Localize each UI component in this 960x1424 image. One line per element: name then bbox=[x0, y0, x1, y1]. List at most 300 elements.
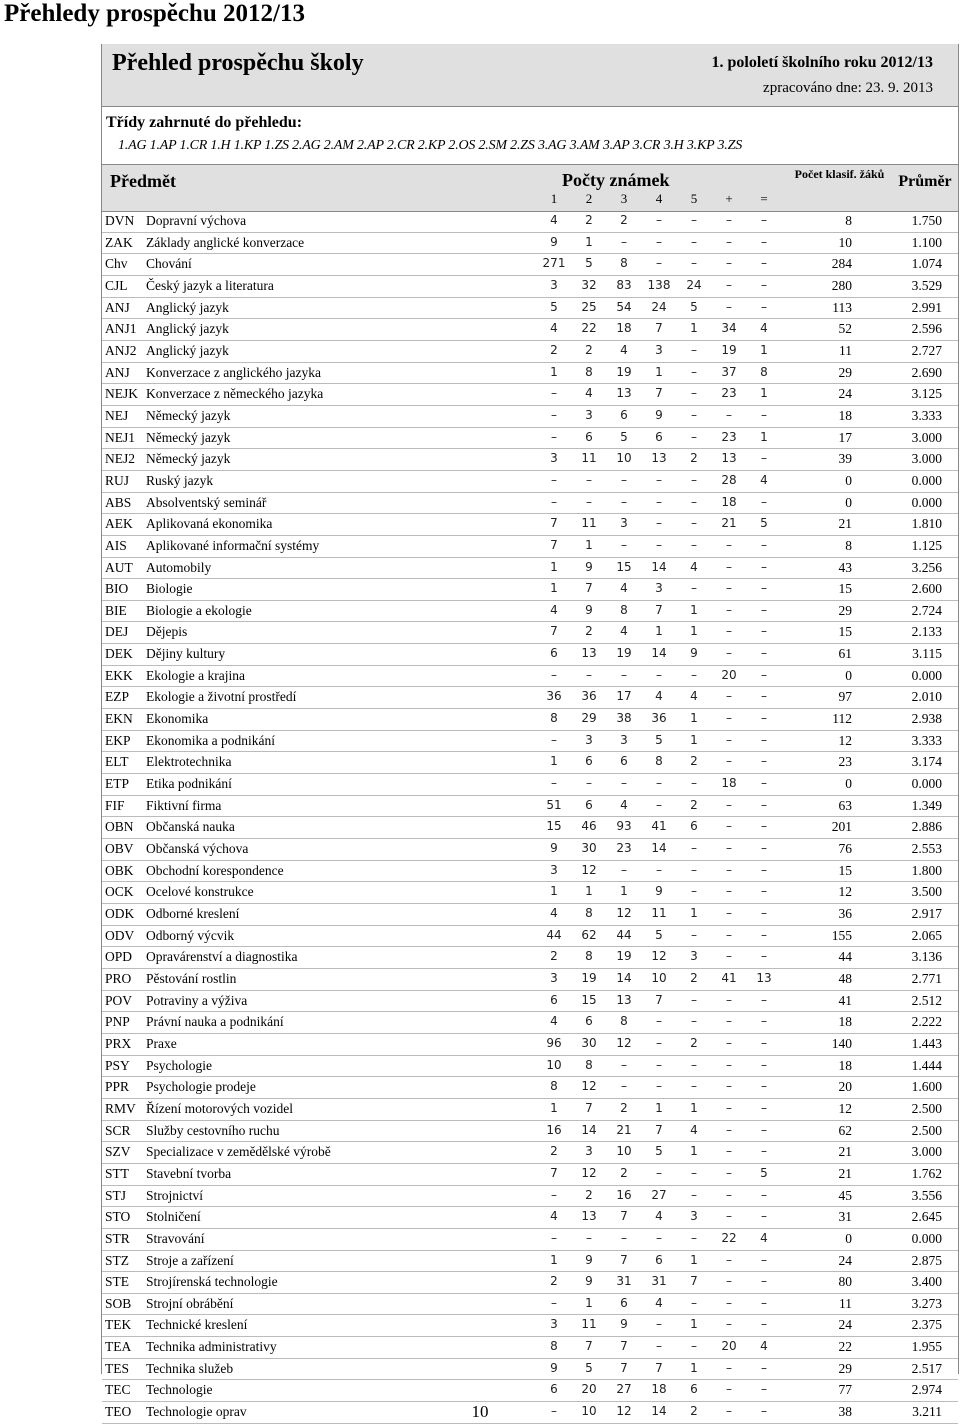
header-count-col: 5 bbox=[690, 191, 698, 206]
average-grade: 2.133 bbox=[911, 624, 942, 640]
grade-count-cell: 1 bbox=[690, 602, 698, 617]
grade-count-cell: 9 bbox=[550, 841, 558, 856]
average-grade: 2.065 bbox=[911, 927, 942, 943]
subject-name: Aplikovaná ekonomika bbox=[146, 516, 273, 532]
grade-count-cell: – bbox=[761, 299, 767, 314]
subject-name: Německý jazyk bbox=[146, 429, 231, 445]
grade-count-cell: 27 bbox=[651, 1187, 667, 1202]
average-grade: 0.000 bbox=[911, 472, 942, 488]
grade-count-cell: 37 bbox=[721, 364, 737, 379]
subject-code: ODK bbox=[105, 906, 135, 921]
pupil-count: 24 bbox=[838, 1252, 852, 1268]
grade-count-cell: 2 bbox=[690, 797, 698, 812]
subject-code: ANJ1 bbox=[105, 321, 137, 337]
average-grade: 2.596 bbox=[911, 321, 942, 337]
table-row bbox=[102, 1337, 958, 1359]
subject-name: Anglický jazyk bbox=[146, 321, 229, 337]
subject-code: PSY bbox=[105, 1057, 130, 1073]
grade-count-cell: – bbox=[761, 1252, 767, 1267]
grade-count-cell: 3 bbox=[550, 862, 558, 877]
grade-count-cell: 1 bbox=[760, 386, 768, 401]
grade-count-cell: – bbox=[621, 667, 627, 682]
grade-count-cell: – bbox=[656, 1014, 662, 1029]
grade-count-cell: 8 bbox=[585, 906, 593, 920]
subject-name: Technika služeb bbox=[146, 1360, 234, 1376]
subject-code: ANJ bbox=[105, 299, 130, 315]
average-grade: 1.443 bbox=[911, 1035, 942, 1051]
table-row bbox=[102, 428, 958, 450]
header-pupils: Počet klasif. žáků bbox=[794, 167, 885, 181]
grade-count-cell: – bbox=[551, 1295, 557, 1310]
grade-count-cell: 14 bbox=[616, 970, 632, 985]
grade-count-cell: 8 bbox=[550, 1339, 558, 1354]
grade-count-cell: – bbox=[761, 646, 767, 661]
grade-count-cell: 9 bbox=[585, 1252, 593, 1267]
grade-count-cell: 22 bbox=[721, 1230, 737, 1245]
grade-count-cell: 2 bbox=[550, 1274, 558, 1289]
grade-count-cell: – bbox=[726, 1100, 732, 1115]
grade-count-cell: – bbox=[621, 537, 627, 552]
grade-count-cell: 93 bbox=[616, 819, 632, 834]
grade-count-cell: 7 bbox=[690, 1274, 698, 1289]
grade-count-cell: – bbox=[551, 776, 557, 791]
grade-count-cell: 62 bbox=[581, 927, 597, 942]
average-grade: 3.256 bbox=[911, 559, 942, 575]
pupil-count: 140 bbox=[831, 1035, 852, 1051]
grade-count-cell: 13 bbox=[721, 451, 737, 466]
page-heading: Přehledy prospěchu 2012/13 bbox=[4, 0, 305, 27]
average-grade: 0.000 bbox=[911, 1230, 942, 1246]
grade-count-cell: 11 bbox=[581, 516, 597, 531]
table-row bbox=[102, 1012, 958, 1034]
subject-name: Strojírenská technologie bbox=[146, 1274, 278, 1290]
subject-code: ANJ bbox=[105, 364, 130, 380]
grade-count-cell: 1 bbox=[655, 624, 663, 639]
grade-count-cell: 31 bbox=[651, 1274, 667, 1289]
report-title: Přehled prospěchu školy bbox=[112, 50, 364, 76]
subject-name: Stravování bbox=[146, 1230, 205, 1246]
average-grade: 0.000 bbox=[911, 776, 942, 792]
grade-count-cell: 2 bbox=[585, 342, 593, 357]
subject-code: BIO bbox=[105, 581, 129, 597]
grade-count-cell: – bbox=[761, 1057, 767, 1072]
grade-count-cell: – bbox=[691, 256, 697, 271]
grade-count-cell: – bbox=[621, 1057, 627, 1072]
grade-count-cell: 12 bbox=[616, 906, 632, 920]
grade-count-cell: – bbox=[761, 1360, 767, 1375]
grade-count-cell: 1 bbox=[760, 342, 768, 357]
table-row bbox=[102, 601, 958, 623]
table-row bbox=[102, 839, 958, 861]
grade-count-cell: 3 bbox=[655, 581, 663, 596]
pupil-count: 97 bbox=[838, 689, 852, 705]
subject-code: TEO bbox=[105, 1404, 132, 1420]
grade-count-cell: 13 bbox=[651, 451, 667, 466]
subject-code: OBN bbox=[105, 819, 134, 835]
grade-count-cell: – bbox=[761, 992, 767, 1007]
subject-code: STE bbox=[105, 1274, 130, 1290]
grade-count-cell: – bbox=[691, 776, 697, 791]
grade-count-cell: – bbox=[726, 1079, 732, 1094]
grade-count-cell: 4 bbox=[620, 797, 628, 812]
grade-count-cell: 6 bbox=[620, 1295, 628, 1310]
subject-name: Obchodní korespondence bbox=[146, 862, 284, 878]
grade-count-cell: 2 bbox=[620, 1165, 628, 1180]
grade-count-cell: 19 bbox=[616, 364, 632, 379]
average-grade: 2.375 bbox=[911, 1317, 942, 1333]
subject-code: BIE bbox=[105, 602, 127, 618]
table-row bbox=[102, 298, 958, 320]
pupil-count: 21 bbox=[838, 516, 852, 532]
grade-count-cell: – bbox=[726, 1295, 732, 1310]
average-grade: 2.991 bbox=[911, 299, 942, 315]
average-grade: 2.771 bbox=[911, 970, 942, 986]
grade-count-cell: – bbox=[621, 862, 627, 877]
table-row bbox=[102, 731, 958, 753]
grade-count-cell: 5 bbox=[655, 1144, 663, 1159]
grade-count-cell: – bbox=[726, 1057, 732, 1072]
grade-count-cell: – bbox=[761, 1274, 767, 1289]
grade-count-cell: – bbox=[726, 819, 732, 834]
grade-count-cell: – bbox=[761, 906, 767, 920]
grade-count-cell: 7 bbox=[655, 1360, 663, 1375]
average-grade: 3.000 bbox=[911, 451, 942, 467]
pupil-count: 18 bbox=[838, 1014, 852, 1030]
header-count-col: 1 bbox=[550, 191, 558, 206]
subject-code: SZV bbox=[105, 1144, 131, 1160]
header-average: Průměr bbox=[898, 173, 952, 190]
grade-count-cell: – bbox=[656, 472, 662, 487]
grade-count-cell: 23 bbox=[721, 386, 737, 401]
pupil-count: 112 bbox=[832, 711, 852, 727]
grade-count-cell: 6 bbox=[550, 646, 558, 661]
grade-count-cell: – bbox=[726, 884, 732, 899]
grade-count-cell: – bbox=[726, 1274, 732, 1289]
pupil-count: 11 bbox=[839, 342, 852, 358]
average-grade: 2.724 bbox=[911, 602, 942, 618]
grade-count-cell: 10 bbox=[546, 1057, 562, 1072]
subject-code: OCK bbox=[105, 884, 134, 900]
grade-count-cell: 3 bbox=[655, 342, 663, 357]
grade-count-cell: – bbox=[726, 754, 732, 769]
subject-code: NEJ bbox=[105, 407, 129, 423]
average-grade: 1.100 bbox=[911, 234, 942, 250]
subject-name: Psychologie bbox=[146, 1057, 212, 1073]
table-row bbox=[102, 536, 958, 558]
grade-count-cell: 7 bbox=[585, 581, 593, 596]
pupil-count: 11 bbox=[839, 1295, 852, 1311]
grade-count-cell: 23 bbox=[616, 841, 632, 856]
grade-count-cell: – bbox=[656, 256, 662, 271]
grade-count-cell: – bbox=[726, 213, 732, 227]
subject-name: Etika podnikání bbox=[146, 776, 232, 792]
grade-count-cell: 8 bbox=[585, 1057, 593, 1072]
grade-count-cell: 12 bbox=[651, 949, 667, 964]
pupil-count: 155 bbox=[831, 927, 852, 943]
average-grade: 3.211 bbox=[912, 1404, 942, 1420]
average-grade: 2.010 bbox=[911, 689, 942, 705]
table-row bbox=[102, 363, 958, 385]
grade-count-cell: 19 bbox=[616, 949, 632, 964]
grade-count-cell: 9 bbox=[550, 1360, 558, 1375]
grade-count-cell: 1 bbox=[550, 581, 558, 596]
subject-code: ETP bbox=[105, 776, 130, 792]
grade-count-cell: 24 bbox=[686, 277, 702, 292]
grade-count-cell: – bbox=[761, 581, 767, 596]
subject-code: AIS bbox=[105, 537, 127, 553]
subject-name: Konverzace z německého jazyka bbox=[146, 386, 324, 402]
average-grade: 2.500 bbox=[911, 1122, 942, 1138]
grade-count-cell: 3 bbox=[690, 949, 698, 964]
subject-code: OBV bbox=[105, 841, 134, 857]
grade-count-cell: 3 bbox=[550, 1317, 558, 1332]
grade-count-cell: – bbox=[726, 1144, 732, 1159]
average-grade: 3.556 bbox=[911, 1187, 942, 1203]
subject-code: RMV bbox=[105, 1100, 136, 1116]
grade-count-cell: 7 bbox=[655, 602, 663, 617]
grade-count-cell: 4 bbox=[690, 1122, 698, 1137]
average-grade: 3.529 bbox=[911, 277, 942, 293]
subject-name: Opravárenství a diagnostika bbox=[146, 949, 298, 965]
subject-code: DEK bbox=[105, 646, 133, 662]
table-row bbox=[102, 1034, 958, 1056]
table-row bbox=[102, 1099, 958, 1121]
grade-count-cell: 6 bbox=[585, 1014, 593, 1029]
grade-count-cell: 2 bbox=[690, 1404, 698, 1419]
header-subject: Předmět bbox=[110, 171, 176, 191]
grade-count-cell: 7 bbox=[655, 321, 663, 336]
table-row bbox=[102, 558, 958, 580]
pupil-count: 12 bbox=[838, 732, 852, 748]
subject-code: TEK bbox=[105, 1317, 132, 1333]
subject-name: Biologie a ekologie bbox=[146, 602, 252, 618]
table-row bbox=[102, 969, 958, 991]
grade-count-cell: 24 bbox=[651, 299, 667, 314]
pupil-count: 18 bbox=[838, 407, 852, 423]
average-grade: 2.875 bbox=[911, 1252, 942, 1268]
average-grade: 2.512 bbox=[911, 992, 942, 1008]
grade-count-cell: 9 bbox=[585, 559, 593, 574]
table-row bbox=[102, 449, 958, 471]
grade-count-cell: – bbox=[726, 1252, 732, 1267]
subject-name: Německý jazyk bbox=[146, 451, 231, 467]
subject-name: Specializace v zemědělské výrobě bbox=[146, 1144, 331, 1160]
subject-code: AEK bbox=[105, 516, 133, 532]
average-grade: 3.000 bbox=[911, 1144, 942, 1160]
subject-name: Strojní obrábění bbox=[146, 1295, 234, 1311]
grade-count-cell: 6 bbox=[620, 754, 628, 769]
header-count-col: + bbox=[725, 191, 733, 206]
grade-count-cell: – bbox=[621, 494, 627, 509]
grade-count-cell: – bbox=[621, 472, 627, 487]
grade-count-cell: 28 bbox=[721, 472, 737, 487]
grade-count-cell: – bbox=[691, 927, 697, 942]
table-row bbox=[102, 1121, 958, 1143]
grade-count-cell: – bbox=[726, 949, 732, 964]
grade-count-cell: 4 bbox=[550, 1014, 558, 1029]
average-grade: 1.762 bbox=[911, 1165, 942, 1181]
grade-count-cell: 6 bbox=[690, 819, 698, 834]
grade-count-cell: – bbox=[761, 256, 767, 271]
subject-name: Anglický jazyk bbox=[146, 342, 229, 358]
grade-count-cell: 7 bbox=[585, 1100, 593, 1115]
subject-name: Dějepis bbox=[146, 624, 188, 640]
grade-count-cell: – bbox=[761, 1035, 767, 1050]
grade-count-cell: – bbox=[761, 1295, 767, 1310]
grade-count-cell: – bbox=[551, 1230, 557, 1245]
pupil-count: 23 bbox=[838, 754, 852, 770]
grade-count-cell: – bbox=[656, 1057, 662, 1072]
grade-count-cell: 2 bbox=[585, 213, 593, 227]
grade-count-cell: – bbox=[656, 494, 662, 509]
grade-count-cell: 2 bbox=[585, 624, 593, 639]
grade-count-cell: 14 bbox=[651, 559, 667, 574]
average-grade: 1.444 bbox=[911, 1057, 942, 1073]
grade-count-cell: 5 bbox=[585, 256, 593, 271]
grade-count-cell: – bbox=[691, 1295, 697, 1310]
grade-count-cell: 3 bbox=[620, 516, 628, 531]
grade-count-cell: – bbox=[726, 234, 732, 249]
grade-count-cell: – bbox=[726, 559, 732, 574]
pupil-count: 24 bbox=[838, 1317, 852, 1333]
table-header bbox=[102, 164, 958, 212]
classes-label: Třídy zahrnuté do přehledu: bbox=[106, 114, 303, 131]
average-grade: 3.333 bbox=[911, 407, 942, 423]
table-body bbox=[102, 211, 958, 1424]
grade-count-cell: – bbox=[761, 1144, 767, 1159]
table-row bbox=[102, 233, 958, 255]
subject-name: Odborné kreslení bbox=[146, 906, 240, 921]
table-row bbox=[102, 1142, 958, 1164]
subject-name: Odborný výcvik bbox=[146, 927, 235, 943]
grade-count-cell: 2 bbox=[585, 1187, 593, 1202]
grade-count-cell: 8 bbox=[620, 1014, 628, 1029]
average-grade: 1.074 bbox=[911, 256, 942, 272]
grade-count-cell: 6 bbox=[550, 992, 558, 1007]
grade-count-cell: – bbox=[551, 1187, 557, 1202]
subject-code: ELT bbox=[105, 754, 129, 770]
grade-count-cell: – bbox=[726, 1187, 732, 1202]
subject-name: Občanská nauka bbox=[146, 819, 235, 835]
grade-count-cell: – bbox=[761, 559, 767, 574]
grade-count-cell: 7 bbox=[550, 537, 558, 552]
pupil-count: 41 bbox=[838, 992, 852, 1008]
grade-count-cell: – bbox=[656, 537, 662, 552]
grade-count-cell: 51 bbox=[546, 797, 562, 812]
grade-count-cell: – bbox=[761, 1187, 767, 1202]
average-grade: 2.222 bbox=[911, 1014, 942, 1030]
grade-count-cell: – bbox=[551, 494, 557, 509]
grade-count-cell: 44 bbox=[546, 927, 562, 942]
grade-count-cell: – bbox=[726, 841, 732, 856]
grade-count-cell: 6 bbox=[620, 407, 628, 422]
table-row bbox=[102, 752, 958, 774]
table-row bbox=[102, 622, 958, 644]
grade-count-cell: 7 bbox=[620, 1360, 628, 1375]
subject-code: ANJ2 bbox=[105, 342, 137, 358]
grade-count-cell: 1 bbox=[550, 1100, 558, 1115]
grade-count-cell: 7 bbox=[585, 1339, 593, 1354]
grade-count-cell: – bbox=[761, 494, 767, 509]
grade-count-cell: 7 bbox=[620, 1252, 628, 1267]
average-grade: 2.886 bbox=[911, 819, 942, 835]
grade-count-cell: 20 bbox=[581, 1382, 597, 1397]
grade-count-cell: 12 bbox=[581, 1165, 597, 1180]
average-grade: 3.125 bbox=[911, 386, 942, 402]
pupil-count: 10 bbox=[838, 234, 852, 250]
grade-count-cell: 9 bbox=[585, 602, 593, 617]
pupil-count: 20 bbox=[838, 1079, 852, 1095]
grade-count-cell: – bbox=[761, 862, 767, 877]
table-row bbox=[102, 644, 958, 666]
subject-code: AUT bbox=[105, 559, 133, 575]
table-row bbox=[102, 947, 958, 969]
grade-count-cell: 31 bbox=[616, 1274, 632, 1289]
subject-code: EZP bbox=[105, 689, 130, 705]
pupil-count: 0 bbox=[845, 1230, 852, 1246]
pupil-count: 22 bbox=[838, 1339, 852, 1355]
grade-count-cell: 9 bbox=[620, 1317, 628, 1332]
grade-count-cell: – bbox=[691, 472, 697, 487]
grade-count-cell: – bbox=[761, 277, 767, 292]
grade-count-cell: – bbox=[691, 1230, 697, 1245]
grade-count-cell: – bbox=[691, 407, 697, 422]
header-counts: Počty známek bbox=[562, 170, 670, 190]
report-processed-date: zpracováno dne: 23. 9. 2013 bbox=[763, 80, 933, 96]
subject-code: STT bbox=[105, 1165, 130, 1181]
subject-code: ODV bbox=[105, 927, 135, 943]
subject-name: Technologie bbox=[146, 1382, 213, 1398]
grade-count-cell: – bbox=[691, 884, 697, 899]
grade-count-cell: 15 bbox=[546, 819, 562, 834]
grade-count-cell: – bbox=[726, 646, 732, 661]
grade-count-cell: 11 bbox=[581, 451, 597, 466]
table-row bbox=[102, 1359, 958, 1381]
grade-count-cell: – bbox=[691, 841, 697, 856]
pupil-count: 29 bbox=[838, 364, 852, 380]
grade-count-cell: 14 bbox=[651, 841, 667, 856]
subject-name: Elektrotechnika bbox=[146, 754, 232, 770]
pupil-count: 63 bbox=[838, 797, 852, 813]
grade-count-cell: – bbox=[656, 1165, 662, 1180]
table-row bbox=[102, 1315, 958, 1337]
grade-count-cell: – bbox=[726, 581, 732, 596]
grade-count-cell: – bbox=[691, 364, 697, 379]
table-row bbox=[102, 861, 958, 883]
grade-count-cell: – bbox=[761, 407, 767, 422]
grade-count-cell: 12 bbox=[616, 1404, 632, 1419]
subject-name: Český jazyk a literatura bbox=[146, 277, 274, 293]
grade-count-cell: 2 bbox=[620, 1100, 628, 1115]
table-row bbox=[102, 687, 958, 709]
grade-count-cell: 18 bbox=[721, 494, 737, 509]
table-row bbox=[102, 904, 958, 926]
grade-count-cell: 41 bbox=[651, 819, 667, 834]
grade-count-cell: – bbox=[761, 711, 767, 726]
pupil-count: 113 bbox=[832, 299, 852, 315]
grade-count-cell: 4 bbox=[690, 689, 698, 704]
table-row bbox=[102, 1186, 958, 1208]
grade-count-cell: 3 bbox=[550, 277, 558, 292]
grade-count-cell: 5 bbox=[655, 732, 663, 747]
grade-count-cell: – bbox=[551, 1404, 557, 1419]
grade-count-cell: – bbox=[726, 1404, 732, 1419]
subject-name: Ocelové konstrukce bbox=[146, 884, 254, 900]
table-row bbox=[102, 514, 958, 536]
grade-count-cell: – bbox=[621, 234, 627, 249]
grade-count-cell: 6 bbox=[585, 797, 593, 812]
grade-count-cell: 4 bbox=[620, 624, 628, 639]
